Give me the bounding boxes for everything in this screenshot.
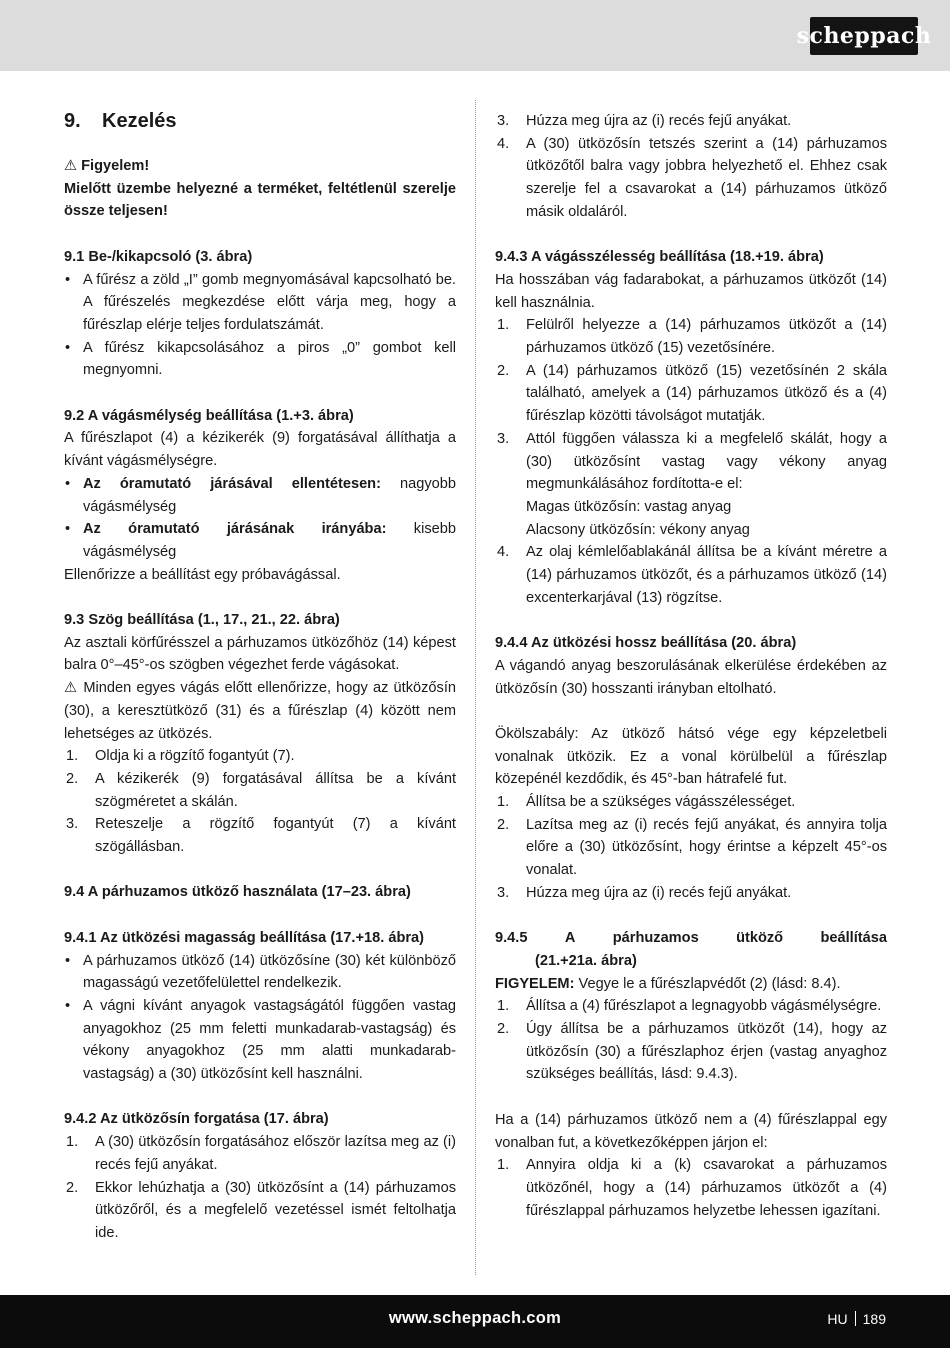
numbered-list	[64, 745, 456, 859]
section-heading	[64, 110, 456, 155]
bullet-list	[64, 473, 456, 564]
list-item: 1. A (30) ütközősín forgatásához először lazítsa meg az (i) recés fejű anyákat.	[66, 1134, 456, 1173]
warning-text: Mielőtt üzembe helyezné a terméket, feltétlenül szerelje össze teljesen!	[64, 180, 456, 220]
list-item: 3. Attól függően válassza ki a megfelelő skálát, hogy a (30) ütközősínt vastag vagy vékony anyag megmunkálásához fordította-e el:	[497, 430, 887, 493]
paragraph: Ha hosszában vág fadarabokat, a párhuzamos ütközőt (14) kell használnia.	[495, 271, 887, 311]
warning-title: ⚠ Figyelem!	[64, 158, 150, 174]
column-divider	[475, 100, 476, 1275]
subsection-title: 9.4 A párhuzamos ütköző használata (17–23. ábra)	[64, 884, 411, 901]
website-link[interactable]: www.scheppach.com	[388, 1309, 562, 1327]
numbered-list	[495, 110, 887, 224]
paragraph: A vágandó anyag beszorulásának elkerülése érdekében az ütközősín (30) hosszanti irányban eltolható.	[495, 657, 887, 697]
subsection-title: 9.1 Be-/kikapcsoló (3. ábra)	[64, 248, 253, 265]
subsection-title-cont: (21.+21a. ábra)	[535, 952, 637, 969]
left-column	[64, 110, 456, 1245]
list-item: 1. Állítsa be a szükséges vágásszélességet.	[497, 794, 796, 811]
subsection-title: 9.4.1 Az ütközési magasság beállítása (17.+18. ábra)	[64, 929, 425, 946]
subsection-title: 9.4.2 Az ütközősín forgatása (17. ábra)	[64, 1111, 329, 1128]
bullet-list	[64, 269, 456, 383]
numbered-list	[495, 314, 887, 496]
paragraph: Ökölszabály: Az ütköző hátsó vége egy képzeletbeli vonalnak ütközik. Ez a vonal körülbelül a fűrészlap közepénél kezdődik, és 45°-ban hátrafelé fut.	[495, 725, 887, 788]
list-item: 2. A kézikerék (9) forgatásával állítsa be a kívánt szögméretet a skálán.	[66, 770, 456, 810]
list-item: 1. Annyira oldja ki a (k) csavarokat a párhuzamos ütközőnél, hogy a (14) párhuzamos ütközőt a (4) fűrészlappal párhuzamos helyzetbe lehessen igazítani.	[497, 1157, 887, 1219]
numbered-list	[495, 541, 887, 609]
paragraph: A fűrészlapot (4) a kézikerék (9) forgatásával állíthatja a kívánt vágásmélységre.	[64, 430, 456, 470]
heading-number: 9.	[64, 110, 81, 132]
list-item: 2. Ekkor lehúzhatja a (30) ütközősínt a (14) párhuzamos ütközőről, és a megfelelő vezetéssel ismét feltolhatja ide.	[66, 1179, 456, 1241]
footer-bar	[0, 1295, 950, 1348]
list-item: 4. A (30) ütközősín tetszés szerint a (14) párhuzamos ütközőtől balra vagy jobbra helyezhető el. Ehhez csak szerelje fel a csavarokat a (14) párhuzamos ütköző másik oldaláról.	[497, 135, 887, 220]
subsection-title: 9.2 A vágásmélység beállítása (1.+3. ábra)	[64, 407, 354, 424]
list-item: 2. A (14) párhuzamos ütköző (15) vezetősínén 2 skála található, amelyek a (14) párhuzamos ütköző és a (4) fűrészlap közötti távolságot mutatják.	[497, 362, 887, 425]
attention-paragraph: FIGYELEM: Vegye le a fűrészlapvédőt (2) (lásd: 8.4).	[495, 975, 841, 992]
list-item: 3. Húzza meg újra az (i) recés fejű anyákat.	[497, 884, 792, 901]
paragraph: Az asztali körfűrésszel a párhuzamos ütközőhöz (14) képest balra 0°–45°-os szögben végezhet ferde vágásokat.	[64, 634, 456, 674]
page-number-value: 189	[862, 1311, 886, 1327]
paragraph: Magas ütközősín: vastag anyag	[526, 498, 732, 515]
list-item: • A vágni kívánt anyagok vastagságától függően vastag anyagokhoz (25 mm feletti munkadarab-vastagság) és vékony anyagokhoz (25 mm alatti munkadarab-vastagság) a (30) ütközősínt kell használni.	[64, 995, 456, 1086]
numbered-list	[495, 995, 887, 1086]
paragraph: Alacsony ütközősín: vékony anyag	[526, 521, 750, 538]
list-item: 2. Lazítsa meg az (i) recés fejű anyákat, és annyira tolja előre a (30) ütközősínt, hogy érintse a képzelt 45°-os vonalat.	[497, 816, 887, 879]
list-item: 1. Állítsa a (4) fűrészlapot a legnagyobb vágásmélységre.	[497, 998, 882, 1015]
heading-title: Kezelés	[102, 110, 177, 132]
header-bar	[0, 0, 950, 71]
numbered-list	[495, 791, 887, 905]
numbered-list	[64, 1131, 456, 1245]
bullet-list	[64, 950, 456, 1086]
subsection-title: 9.4.3 A vágásszélesség beállítása (18.+19. ábra)	[495, 249, 824, 266]
list-item: • Az óramutató járásának irányába: kisebb vágásmélység	[64, 518, 456, 563]
subsection-title: 9.4.4 Az ütközési hossz beállítása (20. ábra)	[495, 635, 797, 652]
list-item: 1. Oldja ki a rögzítő fogantyút (7).	[66, 748, 295, 765]
list-item: • A fűrész a zöld „I” gomb megnyomásával kapcsolható be. A fűrészelés megkezdése előtt várja meg, hogy a fűrészlap elérje teljes fordulatszámát.	[64, 269, 456, 337]
paragraph: Ellenőrizze a beállítást egy próbavágással.	[64, 566, 341, 583]
list-item: • Az óramutató járásával ellentétesen: nagyobb vágásmélység	[64, 473, 456, 518]
subsection-title: 9.3 Szög beállítása (1., 17., 21., 22. ábra)	[64, 612, 340, 629]
list-item: 3. Reteszelje a rögzítő fogantyút (7) a kívánt szögállásban.	[66, 816, 456, 856]
list-item: • A párhuzamos ütköző (14) ütközősíne (30) két különböző magasságú vezetőfelülettel rendelkezik.	[64, 950, 456, 995]
list-item: 3. Húzza meg újra az (i) recés fejű anyákat.	[497, 113, 792, 129]
page-number	[827, 1311, 886, 1327]
list-item: • A fűrész kikapcsolásához a piros „0” gombot kell megnyomni.	[64, 337, 456, 382]
warning-paragraph: ⚠ Minden egyes vágás előtt ellenőrizze, hogy az ütközősín (30), a keresztütköző (31) és a fűrészlap (4) között nem lehetséges az ütközés.	[64, 680, 456, 742]
list-item: 4. Az olaj kémlelőablakánál állítsa be a kívánt méretre a (14) párhuzamos ütközőt, és a párhuzamos ütköző (14) excenterkarjával (13) rögzítse.	[497, 544, 887, 606]
right-column	[495, 110, 887, 1222]
scheppach-logo: scheppach	[810, 17, 918, 55]
numbered-list	[495, 1154, 887, 1222]
paragraph: Ha a (14) párhuzamos ütköző nem a (4) fűrészlappal egy vonalban fut, a következőképpen járjon el:	[495, 1111, 887, 1151]
language-code: HU	[827, 1311, 848, 1327]
list-item: 2. Úgy állítsa be a párhuzamos ütközőt (14), hogy az ütközősín (30) a fűrészlaphoz érjen (vastag anyaghoz szükséges beállítás, lásd: 9.4.3).	[497, 1021, 887, 1083]
list-item: 1. Felülről helyezze a (14) párhuzamos ütközőt a (14) párhuzamos ütköző (15) vezetősínére.	[497, 317, 887, 357]
subsection-title: 9.4.5 A párhuzamos ütköző beállítása	[495, 930, 887, 947]
